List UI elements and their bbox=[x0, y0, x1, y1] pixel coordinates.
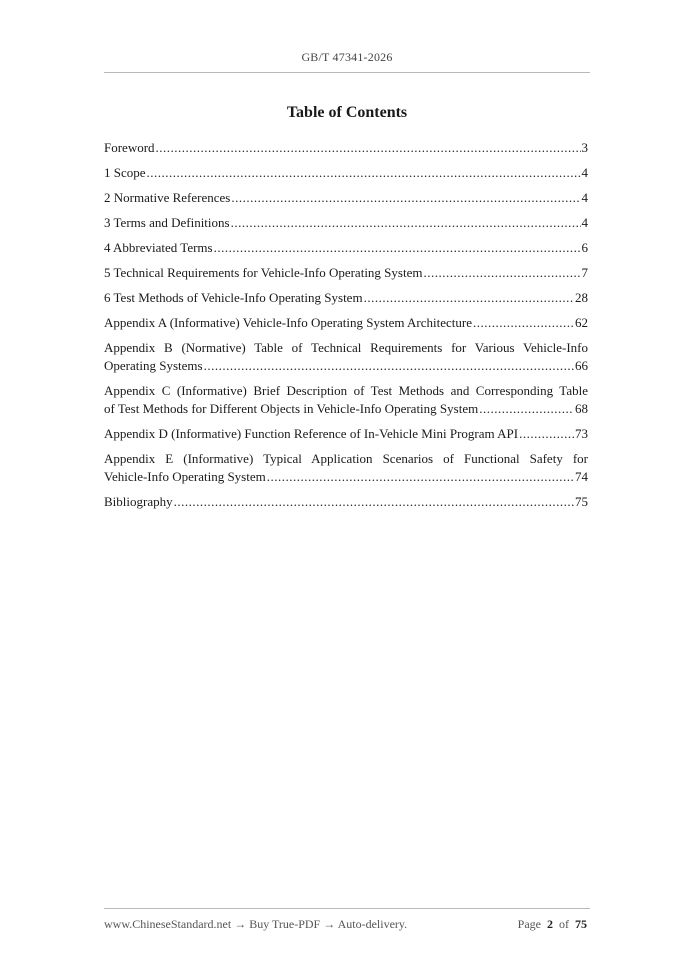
toc-leader-dots bbox=[204, 357, 574, 375]
toc-entry-title-line1: Appendix B (Normative) Table of Technical Requirements for Various Vehicle-Info bbox=[104, 340, 588, 355]
footer-promo bbox=[104, 917, 407, 932]
toc-entry-page: 4 bbox=[581, 190, 588, 205]
toc-entry-appendix-b[interactable] bbox=[104, 339, 588, 375]
toc-entry-technical-requirements[interactable] bbox=[104, 264, 588, 282]
toc-entry-page: 4 bbox=[581, 215, 588, 230]
toc-title: Table of Contents bbox=[286, 104, 408, 121]
toc-entry-page: 74 bbox=[575, 469, 588, 484]
arrow-right-icon: → bbox=[234, 917, 247, 931]
toc-entry-title: Appendix D (Informative) Function Reference of In-Vehicle Mini Program API bbox=[104, 426, 519, 441]
toc-entry-title: Appendix A (Informative) Vehicle-Info Operating System Architecture bbox=[104, 315, 472, 330]
toc-entry-page: 7 bbox=[581, 265, 588, 280]
toc-entry-scope[interactable] bbox=[104, 164, 588, 182]
toc-entry-appendix-a[interactable] bbox=[104, 314, 588, 332]
current-page-number: 2 bbox=[547, 917, 553, 931]
toc-entry-terms-definitions[interactable] bbox=[104, 214, 588, 232]
page-indicator bbox=[518, 917, 587, 932]
header-divider bbox=[104, 72, 590, 73]
toc-leader-dots bbox=[479, 400, 574, 418]
toc-entry-page: 3 bbox=[581, 140, 588, 155]
toc-leader-dots bbox=[423, 264, 580, 282]
toc-entry-page: 66 bbox=[575, 358, 588, 373]
toc-entry-page: 68 bbox=[575, 401, 588, 416]
page-label: Page bbox=[517, 917, 541, 931]
toc-entry-page: 6 bbox=[581, 240, 588, 255]
toc-leader-dots bbox=[231, 214, 581, 232]
toc-leader-dots bbox=[214, 239, 581, 257]
website-link[interactable]: www.ChineseStandard.net bbox=[104, 917, 232, 931]
toc-entry-page: 75 bbox=[575, 494, 588, 509]
toc-entry-title-line1: Appendix E (Informative) Typical Application Scenarios of Functional Safety for bbox=[104, 451, 588, 466]
toc-entry-title: 6 Test Methods of Vehicle-Info Operating System bbox=[104, 290, 363, 305]
toc-entry-page: 28 bbox=[575, 290, 588, 305]
table-of-contents bbox=[104, 139, 588, 518]
toc-leader-dots bbox=[156, 139, 581, 157]
footer-divider bbox=[104, 908, 590, 909]
of-label: of bbox=[559, 917, 569, 931]
toc-entry-title: Operating Systems bbox=[104, 358, 203, 373]
toc-entry-page: 62 bbox=[575, 315, 588, 330]
toc-entry-title: Vehicle-Info Operating System bbox=[104, 469, 266, 484]
toc-entry-title: Foreword bbox=[104, 140, 155, 155]
toc-entry-title: of Test Methods for Different Objects in Vehicle-Info Operating System bbox=[104, 401, 479, 416]
toc-leader-dots bbox=[364, 289, 574, 307]
toc-leader-dots bbox=[519, 425, 574, 443]
toc-entry-title: 4 Abbreviated Terms bbox=[104, 240, 213, 255]
toc-entry-foreword[interactable] bbox=[104, 139, 588, 157]
toc-entry-appendix-c[interactable] bbox=[104, 382, 588, 418]
toc-entry-page: 73 bbox=[575, 426, 588, 441]
toc-entry-abbreviated-terms[interactable] bbox=[104, 239, 588, 257]
toc-entry-title: 1 Scope bbox=[104, 165, 146, 180]
buy-pdf-link[interactable]: Buy True-PDF bbox=[249, 917, 321, 931]
toc-leader-dots bbox=[147, 164, 581, 182]
toc-leader-dots bbox=[174, 493, 574, 511]
toc-entry-title-line1: Appendix C (Informative) Brief Description of Test Methods and Corresponding Table bbox=[104, 383, 588, 398]
toc-entry-appendix-d[interactable] bbox=[104, 425, 588, 443]
toc-entry-title: Bibliography bbox=[104, 494, 173, 509]
total-pages-number: 75 bbox=[575, 917, 587, 931]
auto-delivery-text: Auto-delivery. bbox=[337, 917, 408, 931]
toc-entry-title: 3 Terms and Definitions bbox=[104, 215, 230, 230]
toc-entry-bibliography[interactable] bbox=[104, 493, 588, 511]
toc-leader-dots bbox=[231, 189, 580, 207]
toc-entry-appendix-e[interactable] bbox=[104, 450, 588, 486]
document-header: GB/T 47341-2026 bbox=[301, 50, 393, 64]
toc-entry-title: 5 Technical Requirements for Vehicle-Info Operating System bbox=[104, 265, 423, 280]
toc-leader-dots bbox=[473, 314, 574, 332]
toc-entry-normative-references[interactable] bbox=[104, 189, 588, 207]
toc-entry-page: 4 bbox=[581, 165, 588, 180]
toc-entry-title: 2 Normative References bbox=[104, 190, 231, 205]
arrow-right-icon: → bbox=[323, 917, 336, 931]
toc-leader-dots bbox=[267, 468, 574, 486]
toc-entry-test-methods[interactable] bbox=[104, 289, 588, 307]
